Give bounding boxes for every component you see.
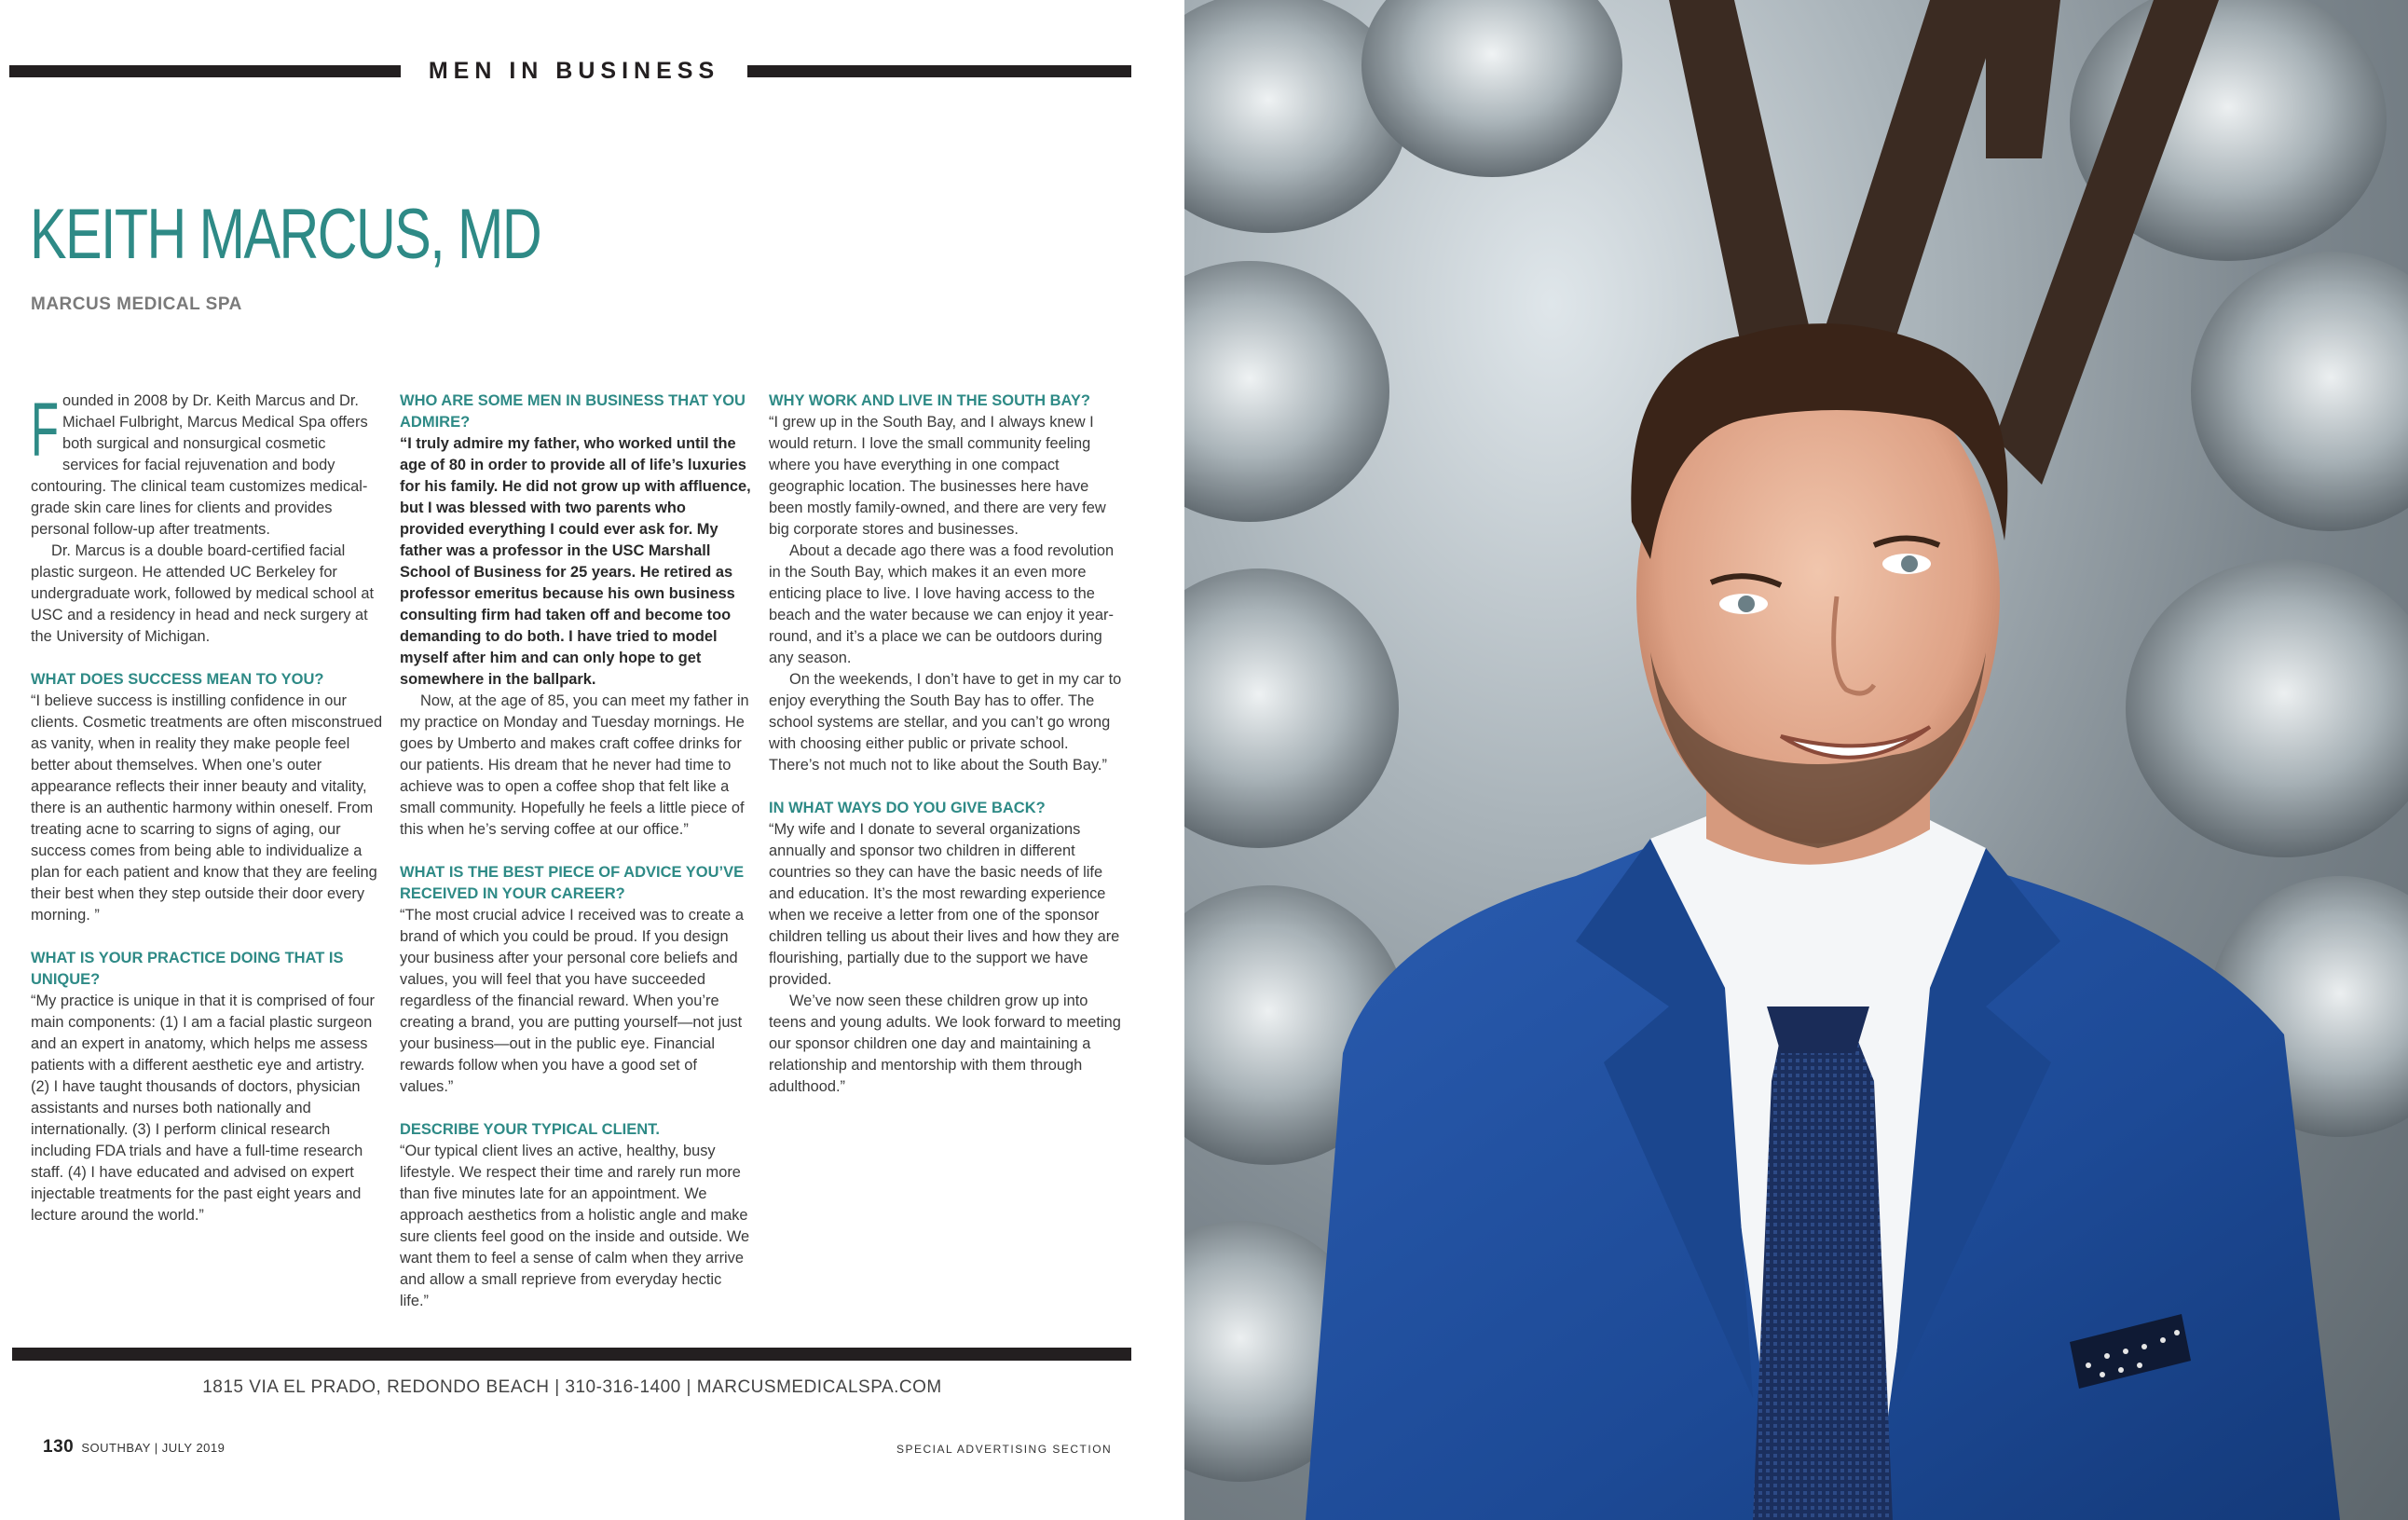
article-page [0,0,1184,1520]
answer-paragraph: “The most crucial advice I received was to create a brand of which you could be proud. If you design your business after your personal core beliefs and values, you will feel that you have succeeded regardless of the financial reward. When you’re creating a brand, you are putting yourself—not just your business—out in the public eye. Financial rewards follow when you have a good set of values.” [400,907,744,1095]
column-3 [769,390,1123,1098]
question-heading: IN WHAT WAYS DO YOU GIVE BACK? [769,800,1046,816]
answer-paragraph: “My practice is unique in that it is comprised of four main components: (1) I am a facial plastic surgeon and an expert in anatomy, which helps me assess patients with a different aesthetic eye and artistry. (2) I have taught thousands of doctors, physician assistants and nurses both nationally and internationally. (3) I perform clinical research including FDA trials and have a full-time research staff. (4) I have educated and advised on expert injectable treatments for the past eight years and lecture around the world.” [31,993,375,1224]
question-heading: DESCRIBE YOUR TYPICAL CLIENT. [400,1121,661,1138]
section-header [9,54,1131,88]
column-2 [400,390,754,1312]
header-rule-right [747,65,1131,77]
drop-cap: F [31,388,60,472]
portrait-illustration [1184,0,2408,1520]
answer-paragraph: About a decade ago there was a food revolution in the South Bay, which makes it an even more enticing place to live. I love having access to the beach and the water because we can enjoy it year-round, and it’s a place we can be outdoors during any season. [769,542,1115,666]
header-rule-left [9,65,401,77]
article-subtitle: MARCUS MEDICAL SPA [31,294,242,314]
portrait-photo [1184,0,2408,1520]
necktie [1753,1034,1893,1520]
question-heading: WHAT IS THE BEST PIECE OF ADVICE YOU’VE RECEIVED IN YOUR CAREER? [400,864,745,902]
publication-line: SOUTHBAY | JULY 2019 [81,1441,226,1455]
answer-paragraph: “My wife and I donate to several organizations annually and sponsor two children in different countries so they can have the basic needs of life and education. It’s the most rewarding experience when we receive a letter from one of the sponsor children telling us about their lives and how they are flourishing, partially due to the support we have provided. [769,821,1120,988]
article-title: KEITH MARCUS, MD [30,195,541,274]
answer-paragraph: On the weekends, I don’t have to get in my car to enjoy everything the South Bay has to offer. The school systems are stellar, and you can’t go wrong with choosing either public or private school. There’s not much not to like about the South Bay.” [769,671,1122,774]
question-heading: WHAT DOES SUCCESS MEAN TO YOU? [31,671,324,688]
tie-knot [1767,1006,1869,1053]
answer-paragraph: “I grew up in the South Bay, and I always knew I would return. I love the small community feeling where you have everything in one compact geographic location. The businesses here have been mostly family-owned, and there are very few big corporate stores and businesses. [769,414,1106,538]
column-1 [31,390,385,1226]
footer-contact-line: 1815 VIA EL PRADO, REDONDO BEACH | 310-316-1400 | MARCUSMEDICALSPA.COM [202,1377,942,1397]
intro-paragraph [31,390,385,541]
answer-paragraph: “I believe success is instilling confidence in our clients. Cosmetic treatments are often misconstrued as vanity, when in reality they make people feel better about themselves. When one’s outer appearance reflects their inner beauty and vitality, there is an authentic harmony within oneself. From treating acne to scarring to signs of aging, our success comes from being able to individualize a plan for each patient and know that they are feeling their best when they step outside their door every morning. ” [31,692,383,924]
answer-paragraph: “Our typical client lives an active, healthy, busy lifestyle. We respect their time and rarely run more than five minutes late for an appointment. We approach aesthetics from a holistic angle and make sure clients feel good on the inside and outside. We want them to feel a sense of calm when they arrive and allow a small reprieve from everyday hectic life.” [400,1143,750,1309]
intro-text: ounded in 2008 by Dr. Keith Marcus and Dr. Michael Fulbright, Marcus Medical Spa offers both surgical and nonsurgical cosmetic services for facial rejuvenation and body contouring. The clinical team customizes medical-grade skin care lines for clients and provides personal follow-up after treatments. [31,392,368,538]
answer-paragraph: We’ve now seen these children grow up into teens and young adults. We look forward to meeting our sponsor children one day and maintaining a relationship and mentorship with them through adulthood.” [769,993,1121,1095]
special-section-label: SPECIAL ADVERTISING SECTION [896,1443,1113,1456]
page-number: 130 [43,1437,75,1457]
folio [43,1437,225,1458]
question-heading: WHY WORK AND LIVE IN THE SOUTH BAY? [769,392,1090,409]
intro-paragraph-2: Dr. Marcus is a double board-certified facial plastic surgeon. He attended UC Berkeley for undergraduate work, followed by medical school at USC and a residency in head and neck surgery at the University of Michigan. [31,542,375,645]
question-heading: WHO ARE SOME MEN IN BUSINESS THAT YOU ADMIRE? [400,392,746,431]
answer-paragraph: Now, at the age of 85, you can meet my father in my practice on Monday and Tuesday mornings. He goes by Umberto and makes craft coffee drinks for our patients. His dream that he never had time to achieve was to open a coffee shop that felt like a small community. Hopefully he feels a little piece of this when he’s serving coffee at our office.” [400,692,749,838]
answer-paragraph-bold: “I truly admire my father, who worked until the age of 80 in order to provide all of life’s luxuries for his family. He did not grow up with affluence, but I was blessed with two parents who provided everything I could ever ask for. My father was a professor in the USC Marshall School of Business for 25 years. He retired as professor emeritus because his own business consulting firm had taken off and become too demanding to do both. I have tried to model myself after him and can only hope to get somewhere in the ballpark. [400,435,751,688]
section-label: MEN IN BUSINESS [428,58,720,84]
question-heading: WHAT IS YOUR PRACTICE DOING THAT IS UNIQUE? [31,950,344,988]
footer-rule [12,1348,1131,1361]
